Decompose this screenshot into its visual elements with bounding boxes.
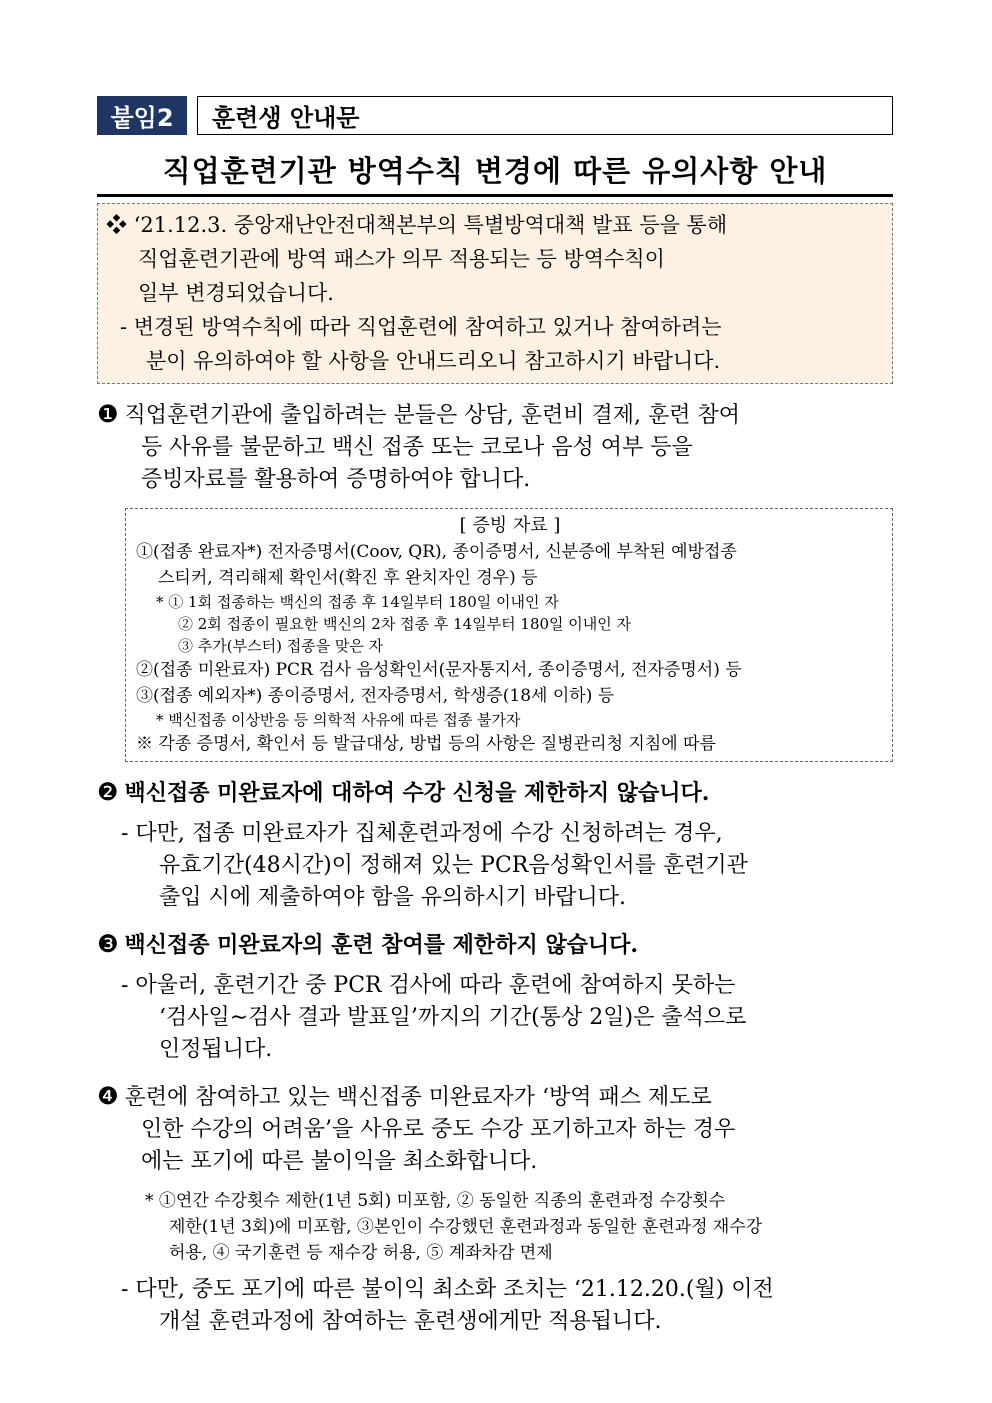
- notice-line: - 변경된 방역수칙에 따라 직업훈련에 참여하고 있거나 참여하려는: [120, 315, 722, 339]
- notice-line: 직업훈련기관에 방역 패스가 의무 적용되는 등 방역수칙이: [138, 247, 665, 271]
- notice-line: 분이 유의하여야 할 사항을 안내드리오니 참고하시기 바랍니다.: [146, 349, 721, 373]
- attachment-tag: 붙임2: [97, 96, 187, 135]
- footnote-line: 허용, ④ 국기훈련 등 재수강 허용, ⑤ 계좌차감 면제: [169, 1243, 553, 1263]
- number-3-icon: ❸: [97, 930, 119, 958]
- detail-line: ‘검사일∼검사 결과 발표일’까지의 기간(통상 2일)은 출석으로: [159, 1005, 747, 1030]
- notice-line: 일부 변경되었습니다.: [138, 281, 334, 305]
- section-3-detail: [97, 970, 893, 1066]
- detail-line: - 아울러, 훈련기간 중 PCR 검사에 따라 훈련에 참여하지 못하는: [121, 973, 736, 998]
- section-4: [97, 1080, 893, 1178]
- detail-line: - 다만, 접종 미완료자가 집체훈련과정에 수강 신청하려는 경우,: [121, 821, 723, 846]
- number-2-icon: ❷: [97, 778, 119, 806]
- evidence-line: ※ 각종 증명서, 확인서 등 발급대상, 방법 등의 사항은 질병관리청 지침에 따름: [136, 734, 716, 754]
- attachment-header: [97, 96, 893, 135]
- document-page: [97, 96, 893, 1338]
- section-line: 훈련에 참여하고 있는 백신접종 미완료자가 ‘방역 패스 제도로: [124, 1085, 712, 1110]
- evidence-box: [125, 508, 893, 762]
- notice-line: ❖ ‘21.12.3. 중앙재난안전대책본부의 특별방역대책 발표 등을 통해: [106, 213, 728, 237]
- section-2-detail: [97, 818, 893, 914]
- notice-box: [97, 203, 893, 384]
- section-4-detail: [97, 1274, 893, 1338]
- number-1-icon: ❶: [97, 400, 119, 428]
- evidence-line: ②(접종 미완료자) PCR 검사 음성확인서(문자통지서, 종이증명서, 전자증명서) 등: [136, 660, 742, 680]
- footnote-line: * ①연간 수강횟수 제한(1년 5회) 미포함, ② 동일한 직종의 훈련과정 수강횟수: [145, 1191, 726, 1211]
- page-title: 직업훈련기관 방역수칙 변경에 따른 유의사항 안내: [97, 149, 893, 197]
- section-line: 직업훈련기관에 출입하려는 분들은 상담, 훈련비 결제, 훈련 참여: [124, 403, 741, 428]
- detail-line: - 다만, 중도 포기에 따른 불이익 최소화 조치는 ‘21.12.20.(월) 이전: [121, 1277, 774, 1302]
- evidence-line: ③(접종 예외자*) 종이증명서, 전자증명서, 학생증(18세 이하) 등: [136, 686, 615, 706]
- section-title: 백신접종 미완료자의 훈련 참여를 제한하지 않습니다.: [124, 932, 639, 958]
- detail-line: 개설 훈련과정에 참여하는 훈련생에게만 적용됩니다.: [159, 1309, 662, 1334]
- section-title: 백신접종 미완료자에 대하여 수강 신청을 제한하지 않습니다.: [124, 780, 710, 806]
- evidence-heading: [ 증빙 자료 ]: [459, 515, 561, 536]
- detail-line: 출입 시에 제출하여야 함을 유의하시기 바랍니다.: [159, 885, 627, 910]
- section-line: 인한 수강의 어려움’을 사유로 중도 수강 포기하고자 하는 경우: [141, 1117, 736, 1142]
- evidence-note: ③ 추가(부스터) 접종을 맞은 자: [178, 637, 384, 655]
- evidence-note: ② 2회 접종이 필요한 백신의 2차 접종 후 14일부터 180일 이내인 자: [178, 615, 632, 633]
- section-2: [97, 776, 893, 810]
- detail-line: 유효기간(48시간)이 정해져 있는 PCR음성확인서를 훈련기관: [159, 853, 748, 878]
- section-line: 에는 포기에 따른 불이익을 최소화합니다.: [141, 1149, 538, 1174]
- attachment-title: 훈련생 안내문: [197, 96, 893, 135]
- number-4-icon: ❹: [97, 1082, 119, 1110]
- detail-line: 인정됩니다.: [159, 1037, 273, 1062]
- evidence-note: * ① 1회 접종하는 백신의 접종 후 14일부터 180일 이내인 자: [156, 593, 559, 611]
- section-3: [97, 928, 893, 962]
- evidence-line: ①(접종 완료자*) 전자증명서(Coov, QR), 종이증명서, 신분증에 부착된 예방접종: [136, 542, 737, 562]
- section-1: [97, 398, 893, 496]
- section-line: 증빙자료를 활용하여 증명하여야 합니다.: [141, 467, 531, 492]
- footnote-line: 제한(1년 3회)에 미포함, ③본인이 수강했던 훈련과정과 동일한 훈련과정 재수강: [169, 1217, 763, 1237]
- section-4-footnote: [97, 1188, 893, 1266]
- section-line: 등 사유를 불문하고 백신 접종 또는 코로나 음성 여부 등을: [141, 435, 693, 460]
- evidence-line: 스티커, 격리해제 확인서(확진 후 완치자인 경우) 등: [158, 568, 538, 588]
- evidence-note: * 백신접종 이상반응 등 의학적 사유에 따른 접종 불가자: [156, 711, 521, 729]
